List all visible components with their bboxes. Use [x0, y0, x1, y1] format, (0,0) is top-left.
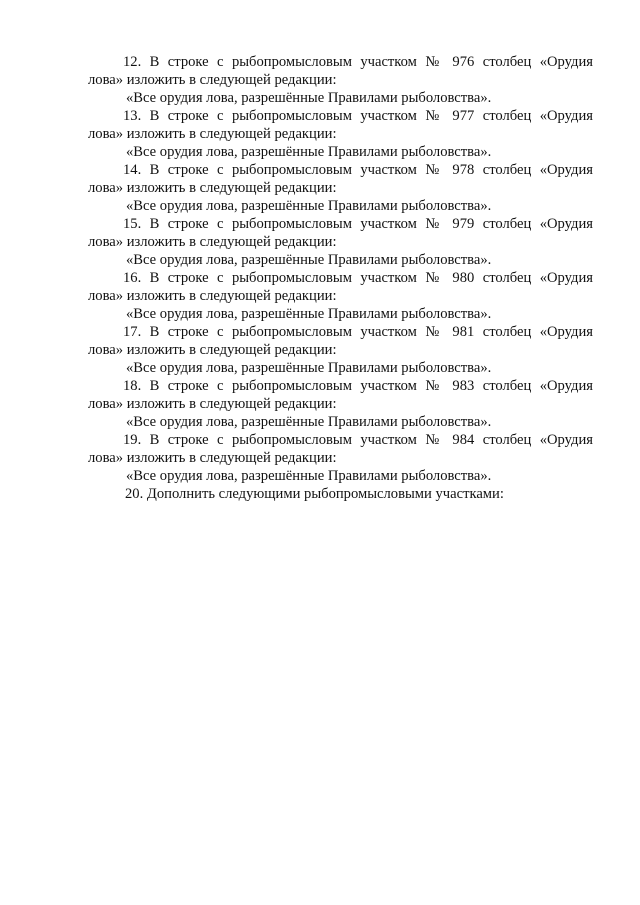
amendments-text: [88, 53, 593, 503]
amendment-item-12-quote: «Все орудия лова, разрешённые Правилами рыболовства».: [126, 90, 492, 106]
amendment-item-16-line-2: лова» изложить в следующей редакции:: [88, 288, 337, 304]
amendment-item-12-line-1: 12. В строке с рыбопромысловым участком № 976 столбец «Орудия: [123, 54, 593, 70]
amendment-item-20: 20. Дополнить следующими рыбопромысловыми участками:: [125, 486, 504, 502]
amendment-item-14-line-2: лова» изложить в следующей редакции:: [88, 180, 337, 196]
amendment-item-19: [88, 431, 593, 485]
amendment-item-12: [88, 53, 593, 107]
amendment-item-16-line-1: 16. В строке с рыбопромысловым участком № 980 столбец «Орудия: [123, 270, 593, 286]
amendment-item-19-quote: «Все орудия лова, разрешённые Правилами рыболовства».: [126, 468, 492, 484]
amendment-item-18: [88, 377, 593, 431]
amendment-item-17-quote: «Все орудия лова, разрешённые Правилами рыболовства».: [126, 360, 492, 376]
amendment-item-16: [88, 269, 593, 323]
amendment-item-12-line-2: лова» изложить в следующей редакции:: [88, 72, 337, 88]
amendment-item-13-line-2: лова» изложить в следующей редакции:: [88, 126, 337, 142]
amendment-item-14-line-1: 14. В строке с рыбопромысловым участком № 978 столбец «Орудия: [123, 162, 593, 178]
amendment-item-17-line-2: лова» изложить в следующей редакции:: [88, 342, 337, 358]
amendment-item-13-line-1: 13. В строке с рыбопромысловым участком № 977 столбец «Орудия: [123, 108, 593, 124]
amendment-item-14-quote: «Все орудия лова, разрешённые Правилами рыболовства».: [126, 198, 492, 214]
amendment-item-18-line-1: 18. В строке с рыбопромысловым участком № 983 столбец «Орудия: [123, 378, 593, 394]
amendment-item-15-quote: «Все орудия лова, разрешённые Правилами рыболовства».: [126, 252, 492, 268]
amendment-item-17: [88, 323, 593, 377]
amendment-item-13: [88, 107, 593, 161]
amendment-item-15-line-1: 15. В строке с рыбопромысловым участком № 979 столбец «Орудия: [123, 216, 593, 232]
amendment-item-18-quote: «Все орудия лова, разрешённые Правилами рыболовства».: [126, 414, 492, 430]
amendment-item-19-line-2: лова» изложить в следующей редакции:: [88, 450, 337, 466]
amendment-item-17-line-1: 17. В строке с рыбопромысловым участком № 981 столбец «Орудия: [123, 324, 593, 340]
amendment-item-18-line-2: лова» изложить в следующей редакции:: [88, 396, 337, 412]
amendment-item-16-quote: «Все орудия лова, разрешённые Правилами рыболовства».: [126, 306, 492, 322]
amendment-item-15-line-2: лова» изложить в следующей редакции:: [88, 234, 337, 250]
amendment-item-15: [88, 215, 593, 269]
amendment-item-13-quote: «Все орудия лова, разрешённые Правилами рыболовства».: [126, 144, 492, 160]
amendment-item-14: [88, 161, 593, 215]
amendment-item-19-line-1: 19. В строке с рыбопромысловым участком № 984 столбец «Орудия: [123, 432, 593, 448]
